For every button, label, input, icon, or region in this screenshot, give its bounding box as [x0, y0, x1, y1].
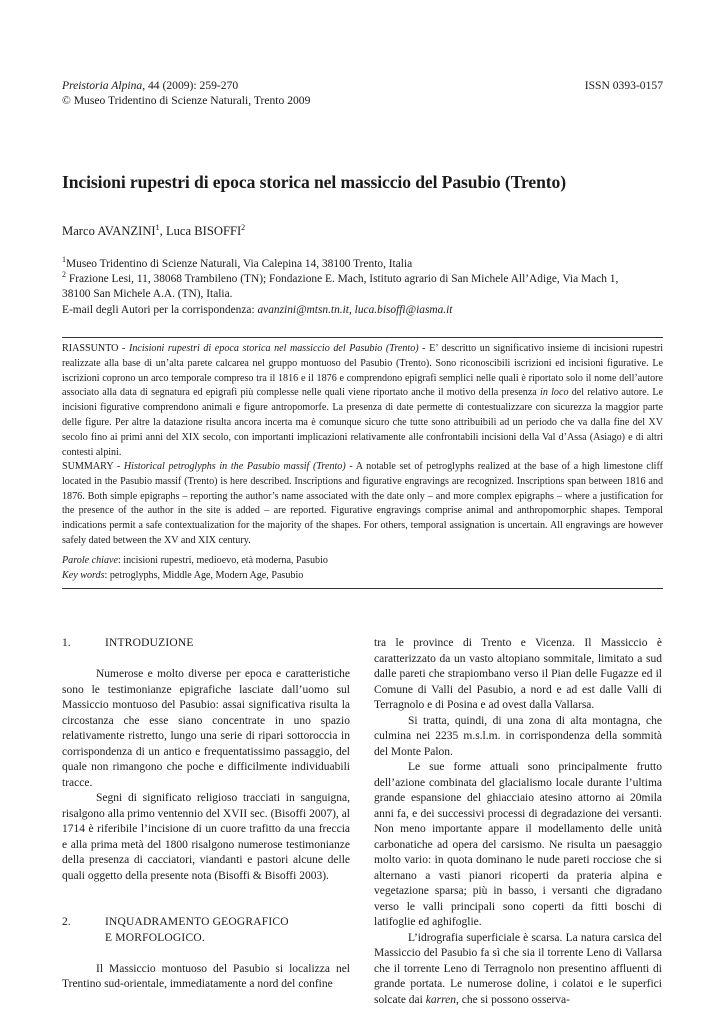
author-separator: ,: [159, 224, 166, 238]
riassunto-in-loco: in loco: [540, 387, 569, 399]
section-2-title-line-2: E MORFOLOGICO.: [105, 931, 205, 944]
affiliation-1-mark: 1: [62, 255, 66, 265]
riassunto: [62, 342, 663, 460]
affiliation-1: [62, 257, 667, 272]
authors-line: [62, 224, 245, 239]
left-column: [62, 636, 350, 993]
karren-term: karren: [425, 993, 456, 1006]
email-addresses[interactable]: avanzini@mtsn.tn.it, luca.bisoffi@iasma.it: [257, 303, 453, 316]
section-1-heading: [62, 636, 350, 652]
author-2-affil-mark: 2: [241, 222, 246, 232]
keywords-en-value: : petroglyphs, Middle Age, Modern Age, Pasubio: [104, 569, 304, 581]
section-2-title-line-1: INQUADRAMENTO GEOGRAFICO: [105, 916, 289, 928]
summary-label: SUMMARY -: [62, 461, 124, 472]
author-1: Marco AVANZINI: [62, 224, 156, 238]
riassunto-title: Incisioni rupestri di epoca storica nel massiccio del Pasubio (Trento): [128, 343, 419, 354]
summary-title: Historical petroglyphs in the Pasubio massif (Trento): [123, 461, 346, 472]
affiliation-2-text: Frazione Lesi, 11, 38068 Trambileno (TN); Fondazione E. Mach, Istituto agrario di San Michele All’Adige, Via Mach 1,: [68, 273, 619, 286]
geo-paragraph-1: Il Massiccio montuoso del Pasubio si localizza nel Trentino sud-orientale, immediatamente a nord del confine: [62, 962, 350, 990]
geo-paragraph-4-text-1: L’idrografia superficiale è scarsa. La natura carsica del Massiccio del Pasubio fa sì che sia il torrente Leno di Vallarsa che il torrente Leno di Terragnolo non presentino affluenti di grande portata. Le numerose doline, i colatoi e le superfici solcate dai: [374, 931, 662, 1006]
riassunto-text-2: del relativo autore. Le incisioni figurative comprendono animali e figure antropomorfe. La presenza di date permette di contestualizzare con sicurezza la maggior parte delle figure. Per altre la datazione risulta ancora incerta ma è comunque sicuro che tutte sono attribuibili ad un periodo che va dalla fine del XV secolo fino ai primi anni del XIX secolo, con importanti implicazioni relativamente alle confrontabili incisioni della Val d’Assa (Asiago) e di altri contesti alpini.: [62, 387, 663, 458]
keywords-english: [62, 569, 663, 584]
journal-name: Preistoria Alpina: [62, 79, 143, 92]
intro-paragraph-2: Segni di significato religioso tracciati in sanguigna, risalgono alla primo ventennio del XVII sec. (Bisoffi 2007), al 1714 è riferibile l’incisione di un cuore trafitto da una freccia e alla prima metà del 1800 risalgono numerose testimonianze della presenza di cacciatori, viandanti e pastori alcune delle quali oggetto della presente nota (Bisoffi & Bisoffi 2003).: [62, 792, 350, 882]
author-1-affil-mark: 1: [155, 222, 160, 232]
author-2: Luca BISOFFI: [165, 224, 242, 238]
geo-paragraph-2: Si tratta, quindi, di una zona di alta montagna, che culmina nei 2235 m.s.l.m. in corrispondenza della sommità del Monte Palon.: [374, 714, 662, 758]
geo-paragraph-4-text-2: , che si possono osserva-: [455, 993, 570, 1006]
riassunto-text-1: - E’ descritto un significativo insieme di incisioni rupestri realizzate alla base di un’alta parete calcarea nel gruppo montuoso del Pasubio (Trento). Sono riconoscibili iscrizioni ed incisioni figurative. Le iscrizioni coprono un arco temporale compreso tra il 1816 e il 1876 e comprendono epigrafi semplici nelle quali è riportato solo il nome dell’autore associato alla data di segnatura ed epigrafi più complesse nelle quali viene riportato anche il motivo della presenza: [62, 343, 663, 399]
paper-title: Incisioni rupestri di epoca storica nel massiccio del Pasubio (Trento): [62, 172, 567, 192]
riassunto-label: RIASSUNTO -: [62, 343, 129, 354]
section-2-number: 2.: [62, 916, 71, 928]
section-1-number: 1.: [62, 637, 71, 649]
journal-citation: , 44 (2009): 259-270: [142, 79, 239, 92]
journal-header: [62, 78, 310, 108]
geo-paragraph-3: Le sue forme attuali sono principalmente frutto dell’azione combinata del glacialismo locale durante l’ultima grande espansione del ghiacciaio atesino attorno ai 20mila anni fa, e dei successivi processi di degradazione dei versanti. Non meno importante appare il modellamento delle unità carbonatiche ad opera del carsismo. Ne risulta un paesaggio molto vario: in quota dominano le nude pareti rocciose che si alternano a vasti pianori ricoperti da prateria alpina e vegetazione sparsa; più in basso, i versanti che digradano verso le valli principali sono coperti da fitti boschi di latifoglie ed aghifoglie.: [374, 761, 662, 928]
affiliation-2: [62, 272, 667, 287]
keywords-en-label: Key words: [62, 569, 105, 581]
email-label: E-mail degli Autori per la corrispondenza:: [62, 303, 258, 316]
abstract-bottom-rule: [62, 588, 663, 589]
section-2-heading: [62, 915, 350, 946]
section-1-title: INTRODUZIONE: [105, 637, 194, 649]
summary: [62, 460, 663, 549]
affiliation-1-text: Museo Tridentino di Scienze Naturali, Via Calepina 14, 38100 Trento, Italia: [66, 258, 413, 270]
geo-paragraph-1-continued: tra le province di Trento e Vicenza. Il Massiccio è caratterizzato da un vasto altopiano sommitale, limitato a sud dalle pareti che strapiombano verso il Pian delle Fugazze ed il Comune di Valli del Pasubio, a nord e ad est dalle Valli di Terragnolo e di Posina e ad ovest dalla Vallarsa.: [374, 637, 662, 711]
summary-text: - A notable set of petroglyphs realized at the base of a high limestone cliff located in the Pasubio massif (Trento) is here described. Inscriptions and figurative engravings are recognized. Inscriptions span between 1816 and 1876. Both simple epigraphs – reporting the author’s name associated with the date only – and more complex epigraphs – where a justification for the presence of the author in the site is added – are reported. Figurative engravings comprise animal and anthropomorphic shapes. Temporal indications permit a safe contextualization for the majority of the shapes. For others, temporal assignation is uncertain. All engravings are however safely dated between the XV and XIX century.: [62, 461, 663, 546]
abstract-top-rule: [62, 337, 663, 338]
intro-paragraph-1: Numerose e molto diverse per epoca e caratteristiche sono le testimonianze epigrafiche lasciate dall’uomo sul Massiccio montuoso del Pasubio: assai significativa risulta la circostanza che esse siano concentrate in uno spazio relativamente ristretto, lungo una serie di ripari sottoroccia in corrispondenza di un antico e frequentatissimo passaggio, del quale non rimangono che poche e difficilmente individuabili tracce.: [62, 668, 350, 789]
affiliations: [62, 257, 667, 318]
corresponding-email: [62, 303, 667, 318]
keywords: [62, 554, 663, 584]
copyright-line: © Museo Tridentino di Scienze Naturali, Trento 2009: [62, 94, 311, 107]
affiliation-2-mark: 2: [62, 270, 66, 280]
geo-paragraph-4: [374, 931, 662, 1009]
right-column: [374, 636, 662, 1008]
keywords-it-label: Parole chiave: [62, 555, 118, 566]
issn: ISSN 0393-0157: [584, 79, 663, 92]
affiliation-2-continued: 38100 San Michele A.A. (TN), Italia.: [62, 288, 233, 301]
keywords-it-value: : incisioni rupestri, medioevo, età moderna, Pasubio: [117, 555, 328, 566]
keywords-italian: [62, 554, 663, 569]
